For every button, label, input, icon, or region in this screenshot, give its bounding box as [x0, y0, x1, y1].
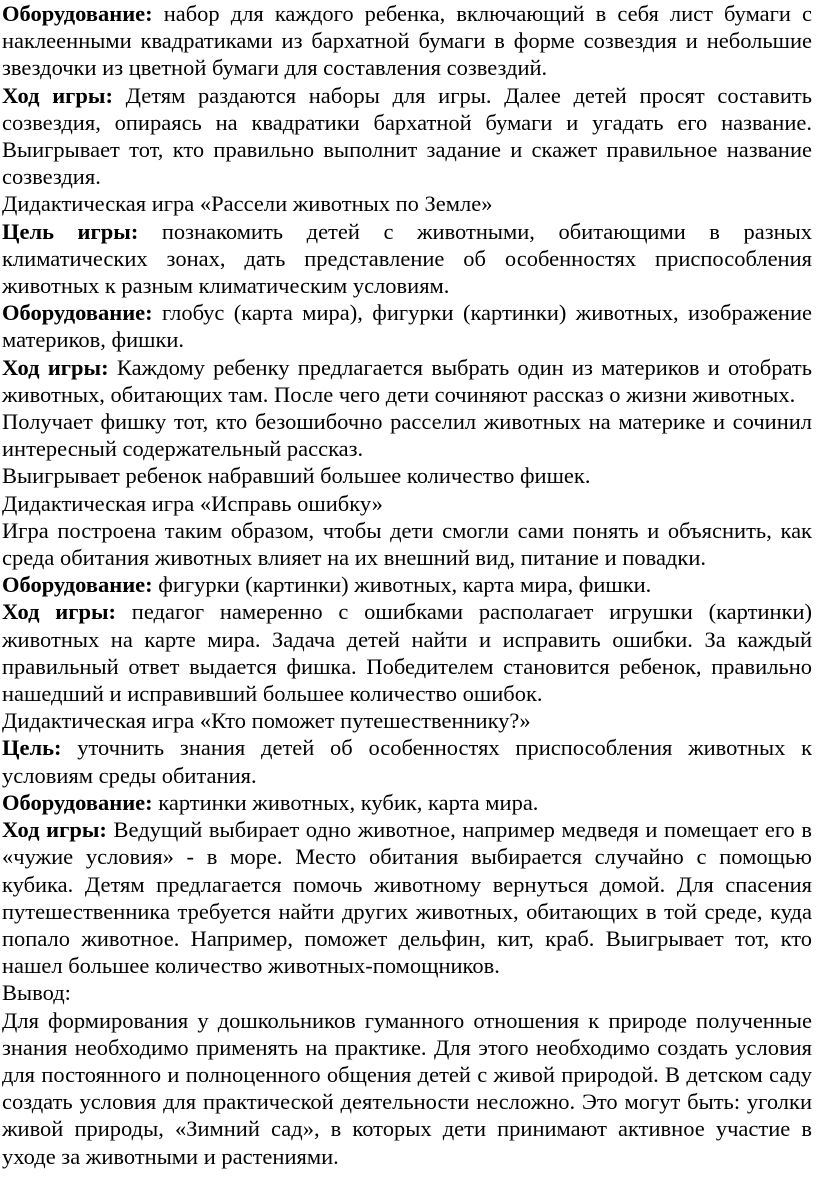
paragraph-text: картинки животных, кубик, карта мира.	[152, 789, 539, 815]
paragraph-text: Детям раздаются наборы для игры. Далее детей просят составить созвездия, опираясь на квадратики бархатной бумаги и угадать его название. Выигрывает тот, кто правильно выполнит задание и скажет правильное название созвездия.	[2, 82, 812, 190]
paragraph	[2, 571, 812, 598]
paragraph-text: Для формирования у дошкольников гуманного отношения к природе полученные знания необходимо применять на практике. Для этого необходимо создать условия для постоянного и полноценного общения детей с живой природой. В детском саду создать условия для практической деятельности несложно. Это могут быть: уголки живой природы, «Зимний сад», в которых дети принимают активное участие в уходе за животными и растениями.	[2, 1007, 812, 1169]
paragraph-text: познакомить детей с животными, обитающими в разных климатических зонах, дать представление об особенностях приспособления животных к разным климатическим условиям.	[2, 218, 813, 299]
paragraph-text: Вывод:	[2, 980, 71, 1006]
paragraph-text: Дидактическая игра «Кто поможет путешественнику?»	[2, 708, 531, 734]
paragraph	[2, 82, 812, 191]
paragraph	[2, 0, 812, 82]
paragraph-text: фигурки (картинки) животных, карта мира, фишки.	[152, 572, 652, 598]
paragraph-text: уточнить знания детей об особенностях приспособления животных к условиям среды обитания.	[2, 735, 812, 788]
paragraph	[2, 979, 812, 1006]
paragraph-text: Каждому ребенку предлагается выбрать один из материков и отобрать животных, обитающих там. После чего дети сочиняют рассказ о жизни животных.	[2, 354, 812, 407]
paragraph	[2, 408, 812, 462]
paragraph	[2, 598, 812, 707]
paragraph	[2, 354, 812, 408]
paragraph-text: Дидактическая игра «Исправь ошибку»	[2, 490, 383, 516]
paragraph-label: Ход игры:	[2, 354, 109, 380]
paragraph-text: набор для каждого ребенка, включающий в себя лист бумаги с наклеенными квадратиками из бархатной бумаги в форме созвездия и небольшие звездочки из цветной бумаги для составления созвездий.	[2, 1, 812, 81]
paragraph	[2, 816, 812, 979]
paragraph-label: Ход игры:	[2, 599, 117, 625]
paragraph	[2, 1007, 812, 1170]
paragraph	[2, 734, 812, 788]
paragraph-text: глобус (карта мира), фигурки (картинки) животных, изображение материков, фишки.	[2, 300, 812, 353]
paragraph-label: Оборудование:	[2, 1, 153, 26]
paragraph	[2, 789, 812, 816]
paragraph-text: Ведущий выбирает одно животное, например медведя и помещает его в «чужие условия» - в море. Место обитания выбирается случайно с помощью кубика. Детям предлагается помочь животному вернуться домой. Для спасения путешественника требуется найти других животных, обитающих в той среде, куда попало животное. Например, поможет дельфин, кит, краб. Выигрывает тот, кто нашел большее количество животных-помощников.	[2, 817, 813, 979]
paragraph-label: Цель:	[2, 735, 62, 761]
paragraph	[2, 517, 812, 571]
paragraph-label: Ход игры:	[2, 817, 107, 843]
paragraph	[2, 462, 812, 489]
paragraph	[2, 218, 812, 300]
paragraph	[2, 490, 812, 517]
paragraph-text: Получает фишку тот, кто безошибочно расселил животных на материке и сочинил интересный содержательный рассказ.	[2, 409, 812, 462]
paragraph-label: Оборудование:	[2, 300, 153, 326]
paragraph	[2, 299, 812, 353]
paragraph	[2, 707, 812, 734]
paragraph-label: Цель игры:	[2, 218, 139, 244]
paragraph	[2, 190, 812, 217]
paragraph-label: Ход игры:	[2, 82, 113, 108]
paragraph-text: Дидактическая игра «Рассели животных по Земле»	[2, 191, 493, 217]
paragraph-label: Оборудование:	[2, 789, 153, 815]
paragraph-text: Выигрывает ребенок набравший большее количество фишек.	[2, 463, 591, 489]
paragraph-text: педагог намеренно с ошибками располагает игрушки (картинки) животных на карте мира. Задача детей найти и исправить ошибки. За каждый правильный ответ выдается фишка. Победителем становится ребенок, правильно нашедший и исправивший большее количество ошибок.	[2, 599, 812, 707]
paragraph-label: Оборудование:	[2, 572, 153, 598]
paragraph-text: Игра построена таким образом, чтобы дети смогли сами понять и объяснить, как среда обитания животных влияет на их внешний вид, питание и повадки.	[2, 517, 812, 571]
